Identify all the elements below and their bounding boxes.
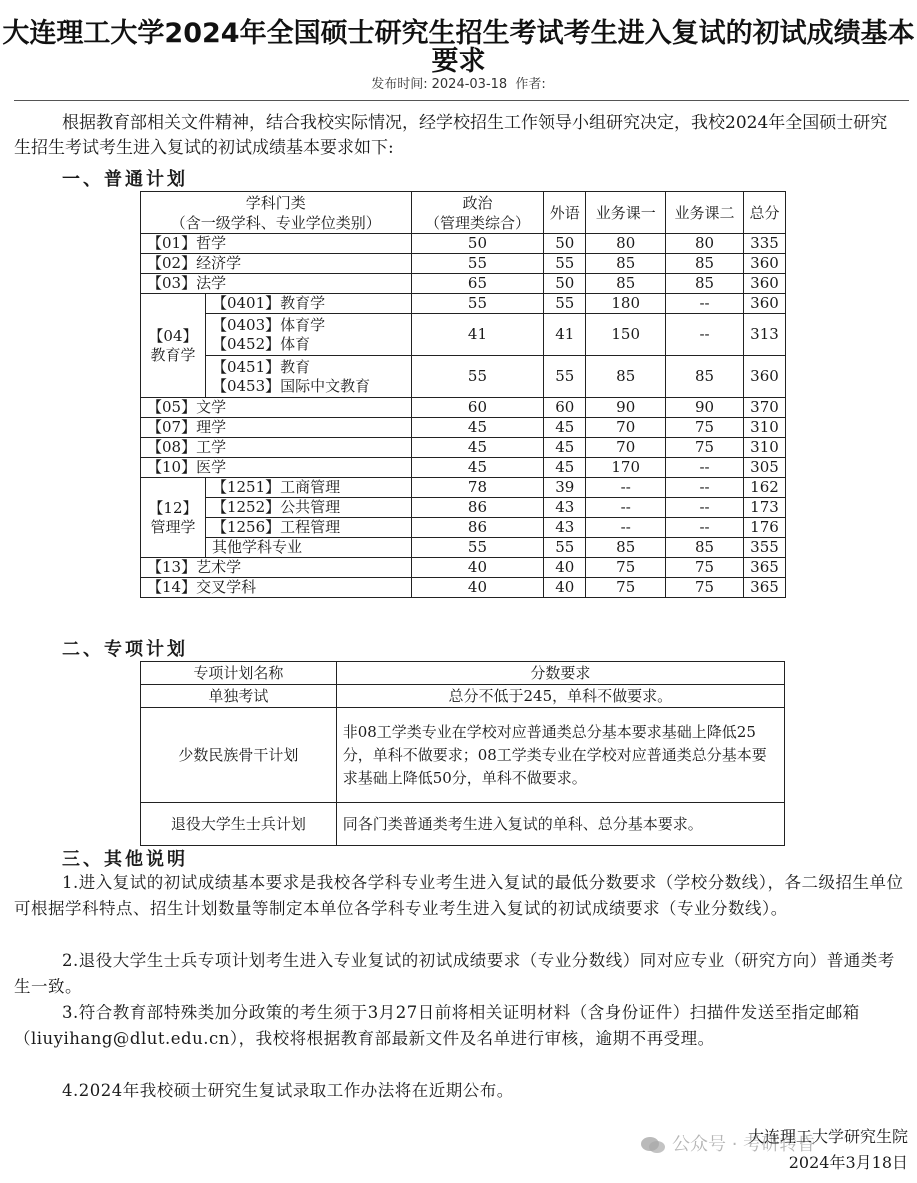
- note-3: 3.符合教育部特殊类加分政策的考生须于3月27日前将相关证明材料（含身份证件）扫描件发送至指定邮箱（liuyihang@dlut.edu.cn），我校将根据教育部最新文件及名单进行审核，逾期不再受理。: [14, 1003, 860, 1048]
- group-education: 【04】 教育学: [141, 294, 206, 398]
- published-label: 发布时间:: [371, 77, 428, 92]
- table-row: 【08】工学 45 45 70 75 310: [141, 438, 786, 458]
- table-row: 【02】经济学 55 55 85 85 360: [141, 254, 786, 274]
- group-management: 【12】 管理学: [141, 478, 206, 558]
- table-row: 其他学科专业 55 55 85 85 355: [141, 538, 786, 558]
- table-row: 【14】交叉学科 40 40 75 75 365: [141, 578, 786, 598]
- table-row: 【12】 管理学 【1251】工商管理 78 39 -- -- 162: [141, 478, 786, 498]
- header-course2: 业务课二: [666, 192, 744, 234]
- table-row: 【0403】体育学 【0452】体育 41 41 150 -- 313: [141, 314, 786, 356]
- header-total: 总分: [743, 192, 785, 234]
- table-row: 【03】法学 65 50 85 85 360: [141, 274, 786, 294]
- table-header-row: [141, 192, 786, 234]
- header-course1: 业务课一: [586, 192, 666, 234]
- regular-plan-table: [140, 191, 786, 598]
- header-politics: 政治 （管理类综合）: [411, 192, 544, 234]
- signature-org: 大连理工大学研究生院: [747, 1127, 908, 1146]
- note-2: 2.退役大学生士兵专项计划考生进入专业复试的初试成绩要求（专业分数线）同对应专业（研究方向）普通类考生一致。: [14, 951, 895, 996]
- table-row: 【07】理学 45 45 70 75 310: [141, 418, 786, 438]
- note-4: 4.2024年我校硕士研究生复试录取工作办法将在近期公布。: [62, 1081, 514, 1100]
- page-title: 大连理工大学2024年全国硕士研究生招生考试考生进入复试的初试成绩基本要求: [2, 18, 915, 77]
- table-row: 退役大学生士兵计划 同各门类普通类考生进入复试的单科、总分基本要求。: [141, 803, 785, 846]
- table-row: 【01】哲学 50 50 80 80 335: [141, 234, 786, 254]
- signature-date: 2024年3月18日: [788, 1153, 908, 1172]
- table-row: 【05】文学 60 60 90 90 370: [141, 398, 786, 418]
- table-row: 【10】医学 45 45 170 -- 305: [141, 458, 786, 478]
- table-row: 单独考试 总分不低于245，单科不做要求。: [141, 685, 785, 708]
- header-foreign: 外语: [544, 192, 586, 234]
- table-row: 少数民族骨干计划 非08工学类专业在学校对应普通类总分基本要求基础上降低25分，单科不做要求；08工学类专业在学校对应普通类总分基本要求基础上降低50分，单科不做要求。: [141, 708, 785, 803]
- wechat-icon: [640, 1135, 666, 1155]
- table-row: 【1252】公共管理 86 43 -- -- 173: [141, 498, 786, 518]
- table-row: 【1256】工程管理 86 43 -- -- 176: [141, 518, 786, 538]
- section-heading-special: 二、专项计划: [62, 639, 188, 660]
- table-header-row: 专项计划名称 分数要求: [141, 662, 785, 685]
- section-heading-regular: 一、普通计划: [62, 169, 188, 190]
- table-row: 【04】 教育学 【0401】教育学 55 55 180 -- 360: [141, 294, 786, 314]
- note-1: 1.进入复试的初试成绩基本要求是我校各学科专业考生进入复试的最低分数要求（学校分数线），各二级招生单位可根据学科特点、招生计划数量等制定本单位各学科专业考生进入复试的初试成绩要求（专业分数线）。: [14, 873, 904, 918]
- watermark-text: 公众号 · 考研转昏: [672, 1134, 816, 1155]
- table-row: 【0451】教育 【0453】国际中文教育 55 55 85 85 360: [141, 356, 786, 398]
- article-meta: [0, 73, 917, 92]
- signature: [680, 1124, 908, 1176]
- table-row: 【13】艺术学 40 40 75 75 365: [141, 558, 786, 578]
- author-label: 作者:: [515, 77, 546, 92]
- header-category: 学科门类 （含一级学科、专业学位类别）: [141, 192, 412, 234]
- intro-paragraph: 根据教育部相关文件精神，结合我校实际情况，经学校招生工作领导小组研究决定，我校2024年全国硕士研究生招生考试考生进入复试的初试成绩基本要求如下:: [14, 113, 888, 158]
- special-plan-table: [140, 661, 785, 846]
- section-heading-notes: 三、其他说明: [62, 849, 188, 870]
- divider: [14, 100, 909, 101]
- published-date: 2024-03-18: [431, 77, 508, 92]
